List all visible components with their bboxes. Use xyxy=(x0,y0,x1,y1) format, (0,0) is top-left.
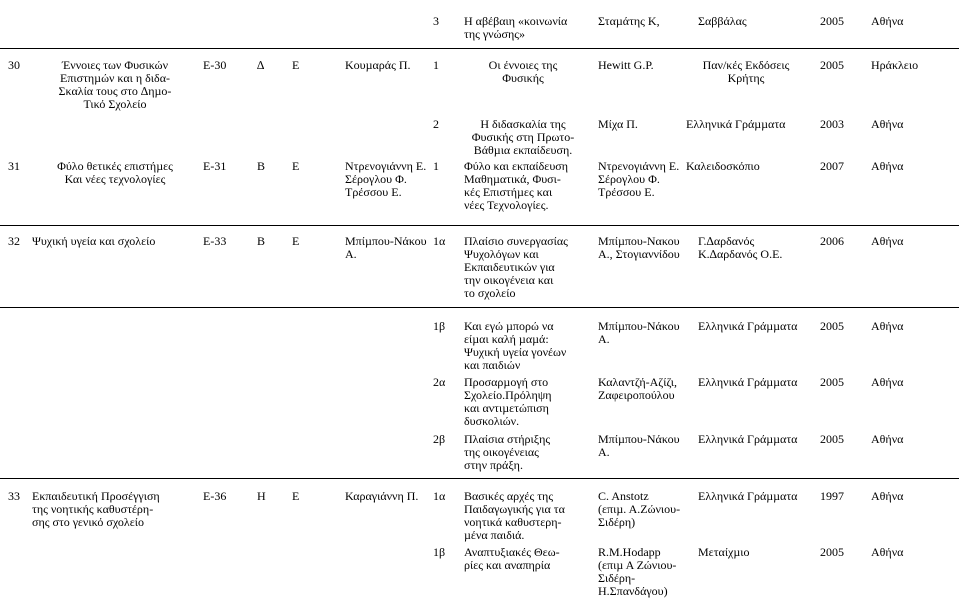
row-divider xyxy=(0,48,959,49)
chapter-number: 2β xyxy=(433,432,446,446)
book-author: Hewitt G.P. xyxy=(598,58,654,72)
book-publisher: Σαββάλας xyxy=(698,14,747,28)
book-city: Αθήνα xyxy=(871,375,904,389)
book-year: 2007 xyxy=(820,159,844,173)
book-city: Αθήνα xyxy=(871,14,904,28)
chapter-number: 1α xyxy=(433,489,446,503)
unit-title: Φύλο θετικές επιστήµες Και νέες τεχνολογίες xyxy=(57,159,173,186)
book-year: 2005 xyxy=(820,432,844,446)
course-semester: Β xyxy=(257,234,266,248)
unit-title: Ψυχική υγεία και σχολείο xyxy=(32,234,156,248)
book-author: Μπίµπου-Νάκου Α. xyxy=(598,319,680,346)
book-publisher: Ελληνικά Γράµµατα xyxy=(698,319,798,333)
book-city: Αθήνα xyxy=(871,489,904,503)
book-title: Και εγώ µπορώ να είµαι καλή µαµά: Ψυχική υγεία γονέων και παιδιών xyxy=(464,319,567,372)
unit-number: 32 xyxy=(8,234,20,248)
course-type: Ε xyxy=(292,58,300,72)
book-year: 2005 xyxy=(820,545,844,559)
course-semester: Η xyxy=(257,489,266,503)
unit-number: 31 xyxy=(8,159,20,173)
book-title: Οι έννοιες της Φυσικής xyxy=(488,58,558,85)
chapter-number: 1 xyxy=(433,58,439,72)
book-publisher: Ελληνικά Γράµµατα xyxy=(698,489,798,503)
chapter-number: 1α xyxy=(433,234,446,248)
book-city: Αθήνα xyxy=(871,432,904,446)
book-author: Σταµάτης Κ, xyxy=(598,14,660,28)
book-author: C. Anstotz (επιµ. Α.Ζώνιου- Σιδέρη) xyxy=(598,489,681,529)
book-title: Βασικές αρχές της Παιδαγωγικής για τα νοητικά καθυστερη- µένα παιδιά. xyxy=(464,489,565,542)
chapter-number: 3 xyxy=(433,14,439,28)
chapter-number: 1β xyxy=(433,545,446,559)
row-divider xyxy=(0,225,959,226)
book-year: 2003 xyxy=(820,117,844,131)
book-city: Αθήνα xyxy=(871,319,904,333)
book-publisher: Γ.∆αρδανός Κ.∆αρδανός Ο.Ε. xyxy=(698,234,783,261)
book-author: Μπίµπου-Νακου Α., Στογιαννίδου xyxy=(598,234,680,261)
course-semester: ∆ xyxy=(257,58,265,72)
course-tutor: Καραγιάννη Π. xyxy=(345,489,419,503)
course-code: Ε-36 xyxy=(203,489,227,503)
course-tutor: Ντρενογιάννη Ε. Σέρογλου Φ. Τρέσσου Ε. xyxy=(345,160,427,199)
unit-title: Έννοιες των Φυσικών Επιστηµών και η διδα- Σκαλία τους στο ∆ηµο- Τικό Σχολείο xyxy=(58,58,172,111)
book-city: Αθήνα xyxy=(871,159,904,173)
course-type: Ε xyxy=(292,234,300,248)
book-title: Αναπτυξιακές Θεω- ρίες και αναπηρία xyxy=(464,545,560,572)
chapter-number: 2 xyxy=(433,117,439,131)
course-code: Ε-30 xyxy=(203,58,227,72)
book-publisher: Μεταίχµιο xyxy=(698,545,750,559)
book-year: 2005 xyxy=(820,14,844,28)
book-author: R.M.Hodapp (επιµ Α Ζώνιου- Σιδέρη- Η.Σπανδάγου) xyxy=(598,545,677,598)
book-title: Πλαίσιο συνεργασίας Ψυχολόγων και Εκπαιδευτικών για την οικογένεια και το σχολείο xyxy=(464,234,568,300)
book-year: 2005 xyxy=(820,375,844,389)
course-type: Ε xyxy=(292,159,300,173)
course-type: Ε xyxy=(292,489,300,503)
book-publisher: Καλειδοσκόπιο xyxy=(686,159,760,173)
course-semester: Β xyxy=(257,159,266,173)
book-year: 2005 xyxy=(820,58,844,72)
book-year: 2006 xyxy=(820,234,844,248)
book-year: 1997 xyxy=(820,489,844,503)
book-title: Προσαρµογή στο Σχολείο.Πρόληψη και αντιµετώπιση δυσκολιών. xyxy=(464,375,552,428)
chapter-number: 2α xyxy=(433,375,446,389)
course-tutor: Κουµαράς Π. xyxy=(345,58,411,72)
course-tutor: Μπίµπου-Νάκου Α. xyxy=(345,235,427,261)
book-author: Μίχα Π. xyxy=(598,117,638,131)
chapter-number: 1β xyxy=(433,319,446,333)
book-publisher: Παν/κές Εκδόσεις Κρήτης xyxy=(702,58,790,85)
row-divider xyxy=(0,307,959,308)
unit-title: Εκπαιδευτική Προσέγγιση της νοητικής καθυστέρη- σης στο γενικό σχολείο xyxy=(32,489,160,529)
book-city: Αθήνα xyxy=(871,545,904,559)
book-city: Αθήνα xyxy=(871,117,904,131)
book-title: Πλαίσια στήριξης της οικογένειας στην πράξη. xyxy=(464,432,551,472)
book-title: Φύλο και εκπαίδευση Μαθηµατικά, Φυσι- κές Επιστήµες και νέες Τεχνολογίες. xyxy=(464,159,569,212)
book-publisher: Ελληνικά Γράµµατα xyxy=(698,375,798,389)
book-title: Η διδασκαλία της Φυσικής στη Πρωτο- Βάθµια εκπαίδευση. xyxy=(471,117,575,157)
course-code: Ε-31 xyxy=(203,159,227,173)
chapter-number: 1 xyxy=(433,159,439,173)
book-publisher: Ελληνικά Γράµµατα xyxy=(698,432,798,446)
unit-number: 30 xyxy=(8,58,20,72)
book-city: Ηράκλειο xyxy=(871,58,919,72)
book-author: Καλαντζή-Αζίζι, Ζαφειροπούλου xyxy=(598,375,677,402)
unit-number: 33 xyxy=(8,489,20,503)
book-publisher: Ελληνικά Γράµµατα xyxy=(686,117,786,131)
book-year: 2005 xyxy=(820,319,844,333)
book-title: Η αβέβαιη «κοινωνία της γνώσης» xyxy=(464,14,568,41)
course-code: Ε-33 xyxy=(203,234,227,248)
book-city: Αθήνα xyxy=(871,234,904,248)
book-author: Ντρενογιάννη Ε. Σέρογλου Φ. Τρέσσου Ε. xyxy=(598,159,680,199)
book-author: Μπίµπου-Νάκου Α. xyxy=(598,432,680,459)
row-divider xyxy=(0,478,959,479)
